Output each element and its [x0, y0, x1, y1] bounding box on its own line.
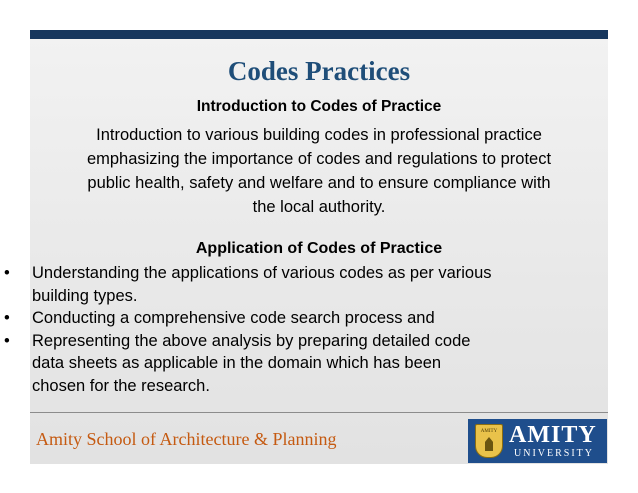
- seal-text: AMITY: [480, 429, 498, 434]
- slide-title: Codes Practices: [227, 56, 411, 86]
- logo-subtitle: UNIVERSITY: [514, 448, 594, 459]
- seal-tower-icon: [484, 437, 494, 451]
- bullet-item: [2, 262, 602, 307]
- bullet-item: [2, 307, 602, 330]
- footer-divider: [30, 412, 608, 413]
- bullet-icon: •: [4, 331, 10, 350]
- bullet-line: Conducting a comprehensive code search process and: [32, 309, 435, 327]
- amity-seal-icon: [475, 424, 503, 458]
- intro-paragraph: [36, 123, 602, 219]
- slide: [4, 30, 608, 464]
- logo-name: AMITY: [509, 422, 597, 448]
- amity-university-logo: [468, 419, 607, 463]
- application-heading: Application of Codes of Practice: [195, 240, 443, 257]
- institution-name: Amity School of Architecture & Planning: [36, 429, 337, 449]
- intro-line: emphasizing the importance of codes and regulations to protect: [86, 150, 552, 168]
- bullet-item: [2, 330, 602, 398]
- bullet-line: Understanding the applications of various codes as per various: [32, 264, 492, 282]
- intro-line: public health, safety and welfare and to ensure compliance with: [87, 174, 551, 192]
- intro-line: the local authority.: [252, 198, 386, 216]
- intro-heading: Introduction to Codes of Practice: [196, 98, 442, 115]
- bullet-icon: •: [4, 264, 10, 282]
- intro-line: Introduction to various building codes in professional practice: [96, 126, 542, 144]
- top-bar: [30, 30, 608, 39]
- application-bullet-list: [2, 262, 602, 397]
- bullet-line: building types.: [32, 286, 138, 305]
- bullet-icon: •: [4, 309, 10, 327]
- bullet-line: chosen for the research.: [32, 376, 210, 395]
- bullet-line: Representing the above analysis by preparing detailed code: [32, 331, 471, 350]
- bullet-line: data sheets as applicable in the domain which has been: [32, 354, 442, 372]
